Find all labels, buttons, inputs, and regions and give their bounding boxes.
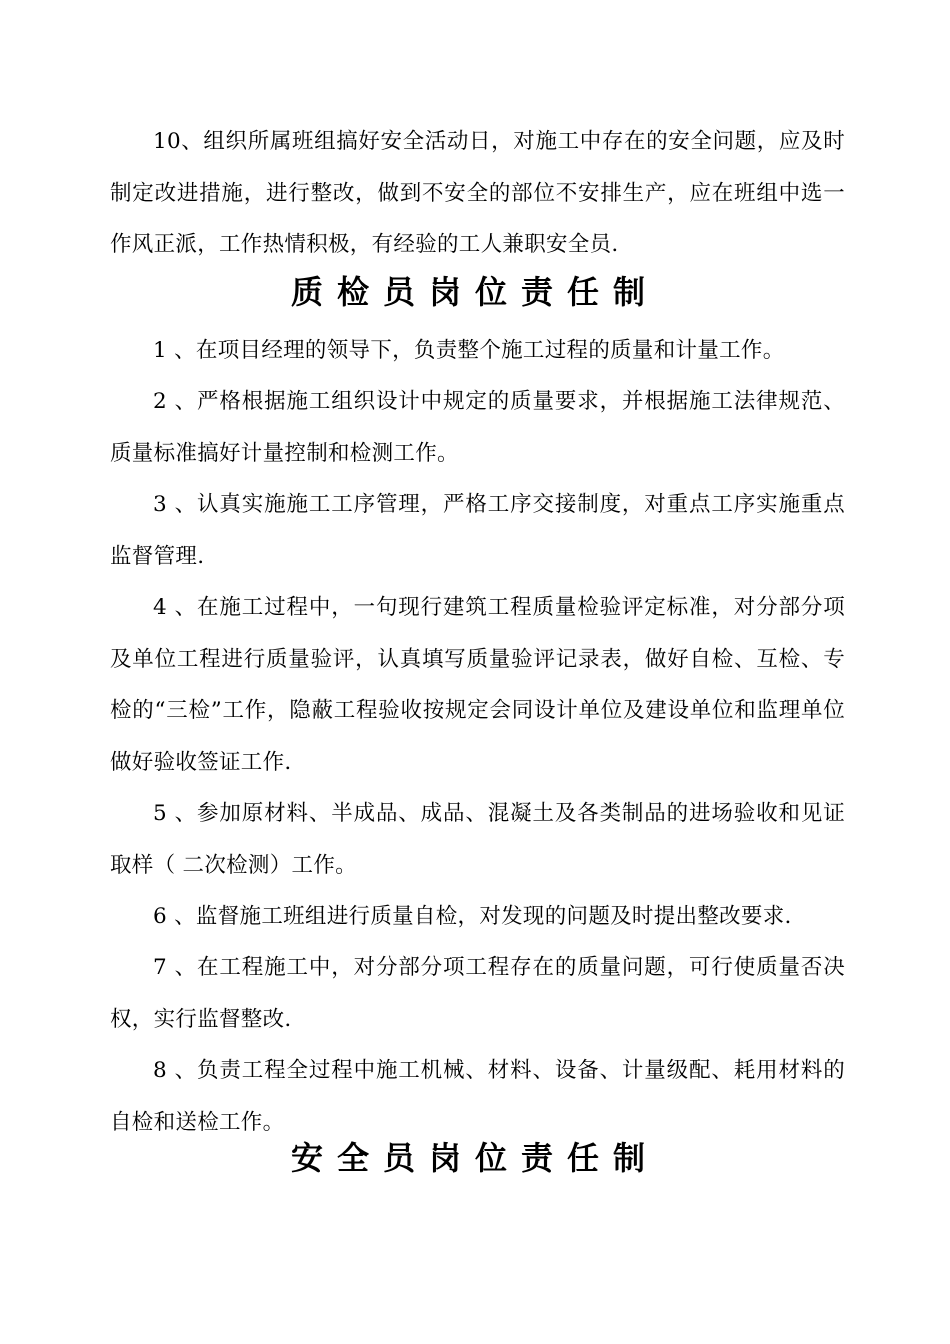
list-item-4: 4 、在施工过程中，一句现行建筑工程质量检验评定标准，对分部分项及单位工程进行质量验评，认真填写质量验评记录表，做好自检、互检、专检的“三检”工作，隐蔽工程验收按规定会同设计单位及建设单位和监理单位做好验收签证工作. bbox=[110, 595, 845, 775]
list-item-3: 3 、认真实施施工工序管理，严格工序交接制度，对重点工序实施重点监督管理. bbox=[110, 492, 845, 569]
section-title-quality-inspector: 质检员岗位责任制 bbox=[290, 273, 659, 311]
list-item-6: 6 、监督施工班组进行质量自检，对发现的问题及时提出整改要求. bbox=[153, 904, 792, 929]
section-title-safety-officer: 安全员岗位责任制 bbox=[290, 1139, 659, 1177]
paragraph-item-10: 10、组织所属班组搞好安全活动日，对施工中存在的安全问题，应及时制定改进措施，进行整改，做到不安全的部位不安排生产，应在班组中选一作风正派，工作热情积极，有经验的工人兼职安全员. bbox=[110, 129, 845, 257]
list-item-8: 8 、负责工程全过程中施工机械、材料、设备、计量级配、耗用材料的自检和送检工作。 bbox=[110, 1058, 845, 1135]
list-item-7: 7 、在工程施工中，对分部分项工程存在的质量问题，可行使质量否决权，实行监督整改. bbox=[110, 955, 845, 1032]
list-item-2: 2 、严格根据施工组织设计中规定的质量要求，并根据施工法律规范、质量标准搞好计量控制和检测工作。 bbox=[110, 389, 845, 466]
list-item-1: 1 、在项目经理的领导下，负责整个施工过程的质量和计量工作。 bbox=[153, 338, 785, 363]
list-item-5: 5 、参加原材料、半成品、成品、混凝土及各类制品的进场验收和见证取样（ 二次检测）工作。 bbox=[110, 801, 845, 878]
